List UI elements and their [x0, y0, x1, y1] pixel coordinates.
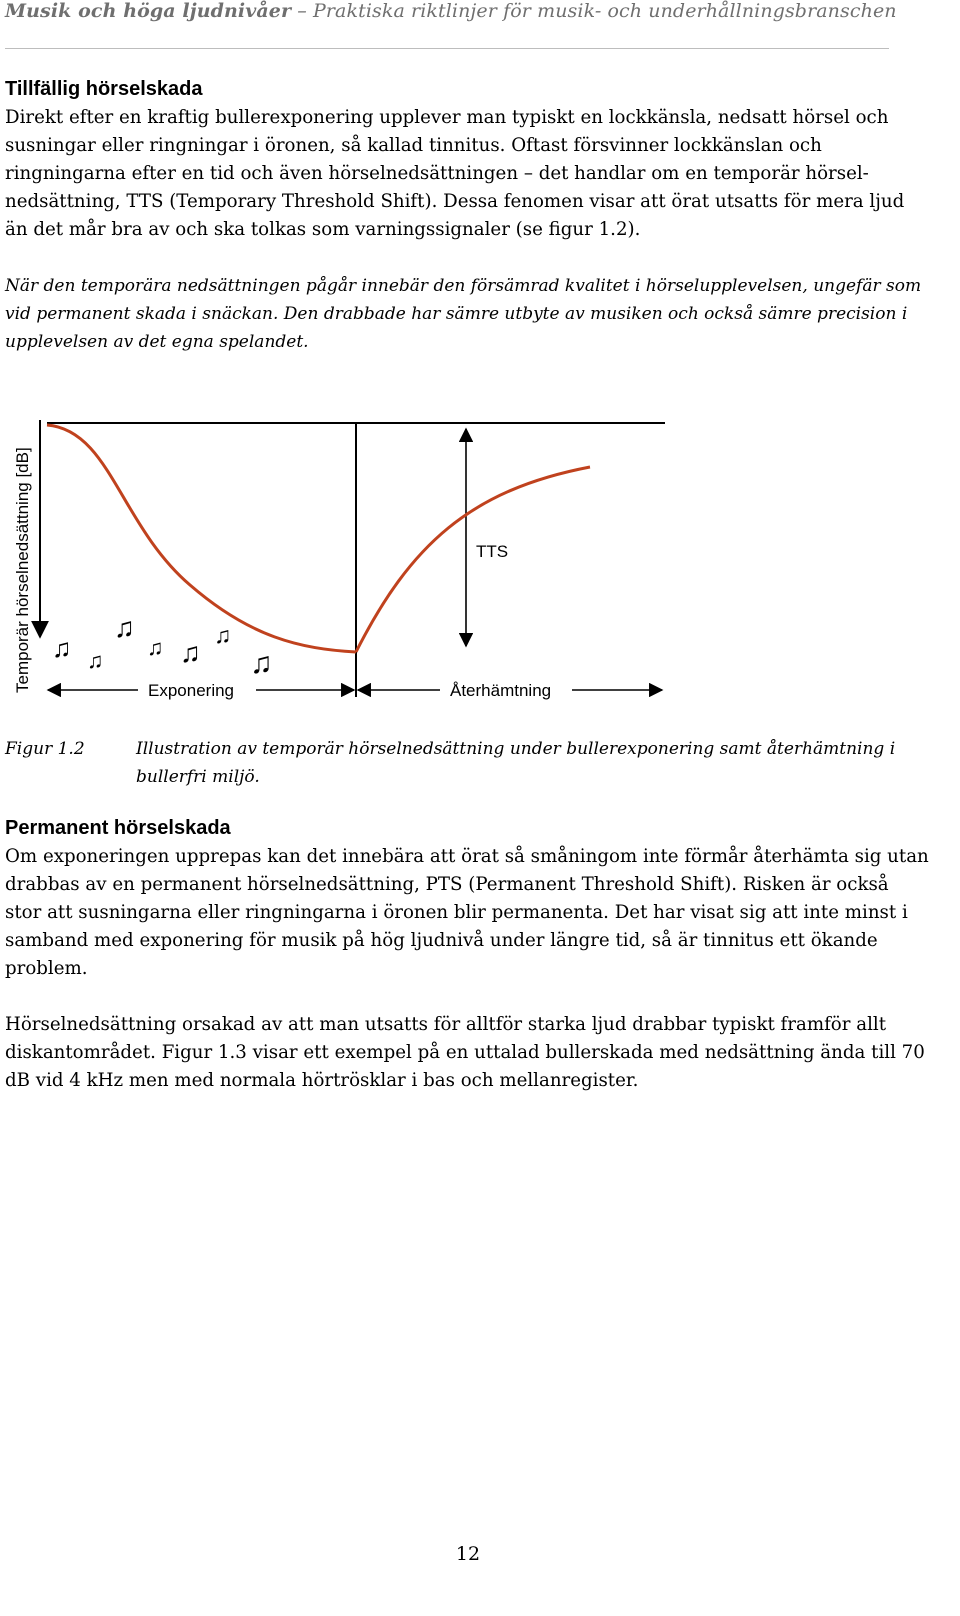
music-note-icon: ♫ — [180, 637, 201, 668]
paragraph-permanent-2: Hörselnedsättning orsakad av att man utsatts för alltför starka ljud drabbar typiskt framför allt diskantområdet. Figur 1.3 visar ett exempel på en uttalad bullerskada med nedsättning ända till 70 dB vid 4 kHz men med normala hörtrösklar i bas och mellanregister. — [5, 1014, 925, 1091]
figure-exposure-label: Exponering — [148, 681, 235, 700]
figure-tts-label: TTS — [476, 542, 509, 561]
figure-tts-diagram — [0, 405, 700, 715]
running-header-subtitle: Praktiska riktlinjer för musik- och underhållningsbranschen — [312, 0, 897, 22]
figure-caption-label: Figur 1.2 — [5, 739, 85, 759]
running-header-dash: – — [291, 0, 313, 22]
running-header — [5, 0, 897, 22]
page-number: 12 — [455, 1543, 481, 1565]
paragraph-temporary-2: När den temporära nedsättningen pågår innebär den försämrad kvalitet i hörselupplevelsen, ungefär som vid permanent skada i snäckan. Den drabbade har sämre utbyte av musiken och också sämre precision i upplevelsen av det egna spelandet. — [5, 276, 922, 352]
music-note-icon: ♫ — [250, 647, 273, 680]
section-heading-temporary: Tillfällig hörselskada — [5, 78, 203, 100]
figure-caption-text: Illustration av temporär hörselnedsättning under bullerexponering samt återhämtning i bullerfri miljö. — [136, 739, 896, 787]
paragraph-temporary-1: Direkt efter en kraftig bullerexponering upplever man typiskt en lockkänsla, nedsatt hörsel och susningar eller ringningar i öronen, så kallad tinnitus. Oftast försvinner lockkänslan och ringningarna efter en tid och även hörselnedsättningen – det handlar om en temporär hörsel-nedsättning, TTS (Temporary Threshold Shift). Dessa fenomen visar att örat utsatts för mera ljud än det mår bra av och ska tolkas som varningssignaler (se figur 1.2). — [5, 107, 905, 240]
paragraph-permanent-1: Om exponeringen upprepas kan det innebära att örat så småningom inte förmår återhämta sig utan drabbas av en permanent hörselnedsättning, PTS (Permanent Threshold Shift). Risken är också stor att susningarna eller ringningarna i öronen blir permanenta. Det har visat sig att inte minst i samband med exponering för musik på hög ljudnivå under längre tid, så är tinnitus ett ökande problem. — [5, 846, 929, 979]
figure-recovery-label: Återhämtning — [450, 681, 552, 700]
music-note-icon: ♫ — [147, 635, 164, 660]
figure-exposure-curve — [47, 425, 356, 652]
section-heading-permanent: Permanent hörselskada — [5, 817, 231, 839]
header-rule — [5, 48, 889, 49]
figure-ylabel: Temporär hörselnedsättning [dB] — [13, 447, 32, 693]
running-header-title: Musik och höga ljudnivåer — [5, 0, 292, 22]
music-note-icon: ♫ — [87, 648, 104, 673]
music-note-icon: ♫ — [114, 612, 135, 643]
music-note-icon: ♫ — [52, 633, 72, 663]
figure-recovery-curve — [356, 467, 590, 652]
music-note-icon: ♫ — [214, 622, 232, 648]
